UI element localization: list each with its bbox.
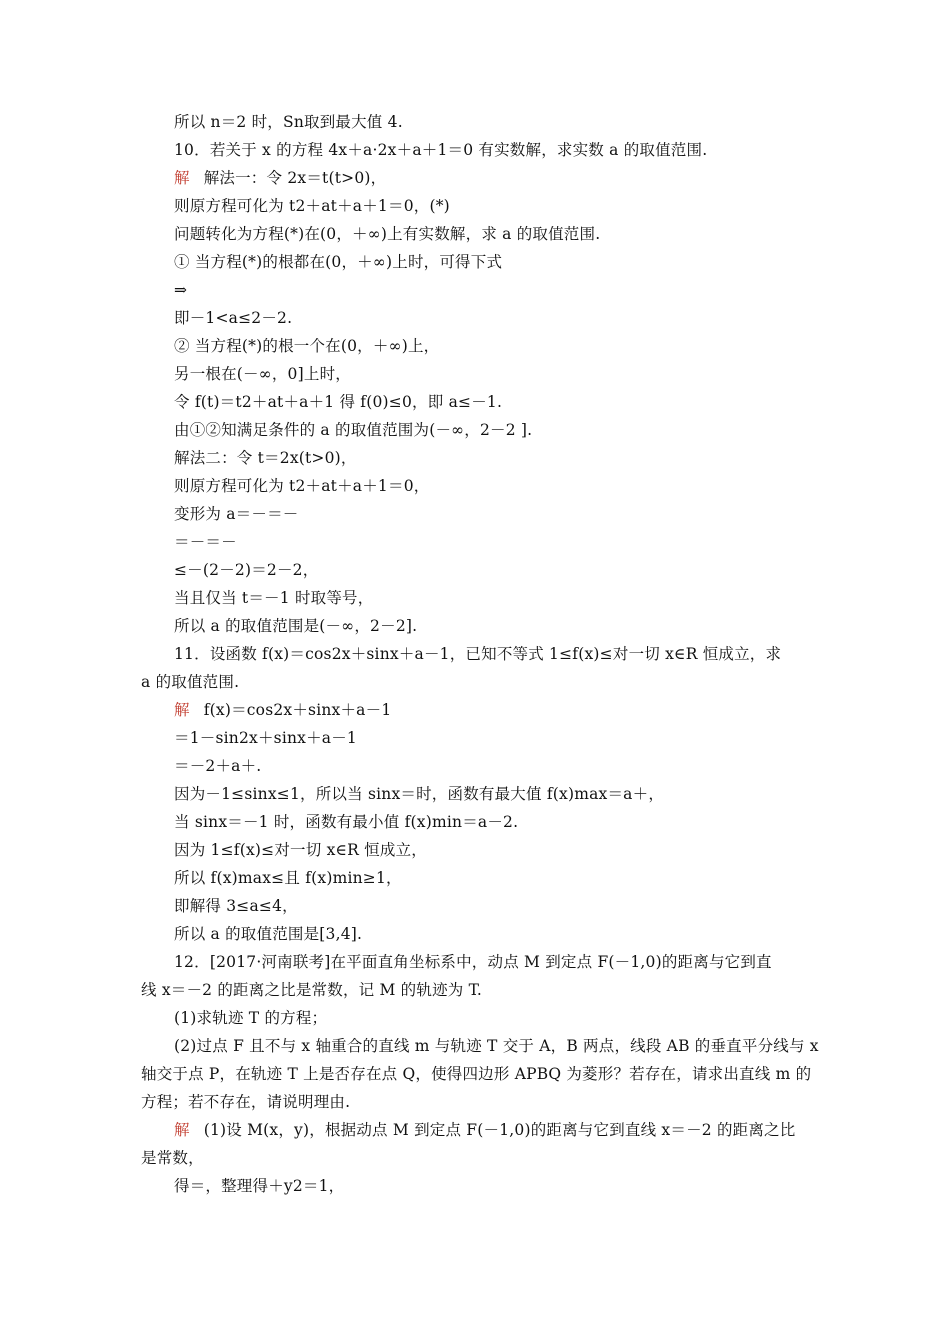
text-line — [141, 1148, 204, 1168]
line-text: 问题转化为方程(*)在(0，＋∞)上有实数解，求 a 的取值范围. — [174, 225, 601, 243]
line-text: ≤－(2－2)＝2－2， — [174, 561, 319, 579]
text-line — [141, 1064, 811, 1084]
line-text: a 的取值范围. — [141, 673, 240, 691]
line-text: 则原方程可化为 t2＋at＋a＋1＝0， — [174, 477, 430, 495]
line-text: f(x)＝cos2x＋sinx＋a－1 — [203, 701, 392, 719]
line-text: 所以 a 的取值范围是[3,4]. — [174, 925, 363, 943]
text-line — [174, 308, 292, 328]
text-line — [174, 812, 518, 832]
text-line — [174, 392, 502, 412]
line-text: 即解得 3≤a≤4， — [174, 897, 298, 915]
text-line — [174, 532, 237, 552]
line-text: 令 f(t)＝t2＋at＋a＋1 得 f(0)≤0，即 a≤－1. — [174, 393, 503, 411]
line-text: ＝1－sin2x＋sinx＋a－1 — [174, 729, 357, 747]
text-line — [174, 784, 664, 804]
text-line — [174, 196, 450, 216]
text-line — [174, 364, 351, 384]
line-text: 即－1<a≤2－2. — [174, 309, 293, 327]
text-line — [174, 644, 781, 664]
text-line — [174, 448, 357, 468]
text-line — [174, 840, 427, 860]
text-line — [174, 252, 502, 272]
line-text: (1)求轨迹 T 的方程； — [174, 1009, 328, 1027]
text-line — [174, 1176, 344, 1196]
line-text: ② 当方程(*)的根一个在(0，＋∞)上， — [174, 337, 440, 355]
text-line — [174, 700, 391, 720]
line-text: ＝－＝－ — [174, 533, 237, 551]
text-line — [174, 420, 532, 440]
text-line — [174, 868, 402, 888]
text-line — [174, 224, 600, 244]
text-line — [174, 168, 386, 188]
text-line — [174, 504, 298, 524]
line-text: 所以 n＝2 时，Sn取到最大值 4. — [174, 113, 403, 131]
text-line — [174, 1120, 795, 1140]
line-text: 是常数， — [141, 1149, 204, 1167]
line-text: ⇒ — [174, 281, 188, 299]
line-text: 所以 a 的取值范围是(－∞，2－2]. — [174, 617, 418, 635]
text-line — [174, 756, 261, 776]
line-text: 因为－1≤sinx≤1，所以当 sinx＝时，函数有最大值 f(x)max＝a＋， — [174, 785, 665, 803]
text-line — [174, 112, 403, 132]
line-text: (1)设 M(x，y)，根据动点 M 到定点 F(－1,0)的距离与它到直线 x＝－2 的距离之比 — [203, 1121, 796, 1139]
line-text: 轴交于点 P，在轨迹 T 上是否存在点 Q，使得四边形 APBQ 为菱形？若存在，请求出直线 m 的 — [141, 1065, 812, 1083]
line-text: 另一根在(－∞，0]上时， — [174, 365, 351, 383]
solution-label: 解 — [174, 701, 190, 719]
text-line — [174, 588, 373, 608]
line-text: 12．[2017·河南联考]在平面直角坐标系中，动点 M 到定点 F(－1,0)的距离与它到直 — [174, 953, 772, 971]
line-text: 得＝，整理得＋y2＝1， — [174, 1177, 345, 1195]
line-text: 则原方程可化为 t2＋at＋a＋1＝0，(*) — [174, 197, 450, 215]
line-text: 当且仅当 t＝－1 时取等号， — [174, 589, 374, 607]
text-line — [174, 1036, 819, 1056]
text-line — [141, 672, 239, 692]
line-text: 由①②知满足条件的 a 的取值范围为(－∞，2－2 ]. — [174, 421, 533, 439]
text-line — [141, 1092, 350, 1112]
text-line — [174, 924, 362, 944]
text-line — [174, 896, 298, 916]
text-line — [174, 476, 429, 496]
line-text: 线 x＝－2 的距离之比是常数，记 M 的轨迹为 T. — [141, 981, 482, 999]
line-text: 变形为 a＝－＝－ — [174, 505, 299, 523]
text-line — [174, 1008, 327, 1028]
line-text: 11．设函数 f(x)＝cos2x＋sinx＋a－1，已知不等式 1≤f(x)≤对一切 x∈R 恒成立，求 — [174, 645, 782, 663]
line-text: 因为 1≤f(x)≤对一切 x∈R 恒成立， — [174, 841, 427, 859]
text-line — [174, 952, 772, 972]
line-text: ① 当方程(*)的根都在(0，＋∞)上时，可得下式 — [174, 253, 503, 271]
solution-label: 解 — [174, 1121, 190, 1139]
line-text: (2)过点 F 且不与 x 轴重合的直线 m 与轨迹 T 交于 A，B 两点，线段 AB 的垂直平分线与 x — [174, 1037, 819, 1055]
line-text: 解法一：令 2x＝t(t>0)， — [203, 169, 387, 187]
text-line — [174, 140, 707, 160]
line-text: 当 sinx＝－1 时，函数有最小值 f(x)min＝a－2. — [174, 813, 519, 831]
text-line — [174, 728, 357, 748]
text-line — [174, 280, 187, 300]
line-text: ＝－2＋a＋. — [174, 757, 262, 775]
text-line — [174, 616, 417, 636]
line-text: 10．若关于 x 的方程 4x＋a·2x＋a＋1＝0 有实数解，求实数 a 的取值范围. — [174, 141, 708, 159]
line-text: 所以 f(x)max≤且 f(x)min≥1， — [174, 869, 402, 887]
text-line — [174, 336, 439, 356]
text-line — [141, 980, 482, 1000]
text-line — [174, 560, 318, 580]
line-text: 方程；若不存在，请说明理由. — [141, 1093, 351, 1111]
solution-label: 解 — [174, 169, 190, 187]
line-text: 解法二：令 t＝2x(t>0)， — [174, 449, 357, 467]
